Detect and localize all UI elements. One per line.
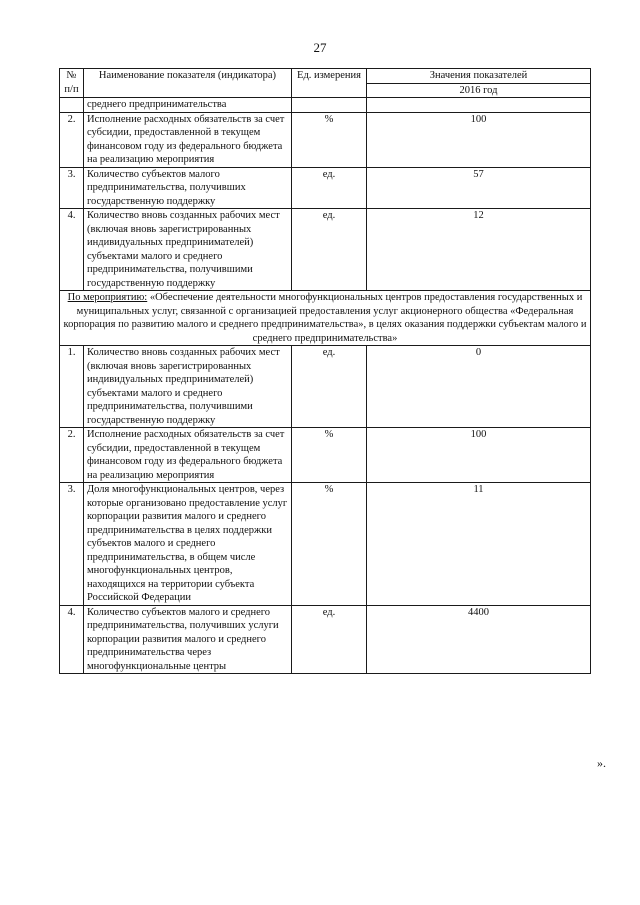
cell-value: 57 xyxy=(367,167,591,209)
cell-value: 0 xyxy=(367,346,591,428)
cell-unit: ед. xyxy=(292,167,367,209)
cell-name: Исполнение расходных обязательств за счет субсидии, предоставленной в текущем финансовом году из федерального бюджета на реализацию мероприятия xyxy=(84,112,292,167)
block2-rows xyxy=(60,346,591,674)
table-row xyxy=(60,167,591,209)
cell-unit: ед. xyxy=(292,605,367,674)
table-header-row xyxy=(60,69,591,84)
cell-value: 12 xyxy=(367,209,591,291)
closing-quote: ». xyxy=(597,756,606,770)
cell-name: Количество субъектов малого предпринимательства, получивших государственную поддержку xyxy=(84,167,292,209)
indicators-table xyxy=(59,68,591,674)
cell-num: 1. xyxy=(60,346,84,428)
cell-value: 100 xyxy=(367,428,591,483)
cell-name: Доля многофункциональных центров, через которые организовано предоставление услуг корпорации развития малого и среднего предпринимательства в целях поддержки субъектов малого и среднего предпринимательства, в общем числе многофункциональных центров, находящихся на территории субъекта Российской Федерации xyxy=(84,483,292,606)
section-text: «Обеспечение деятельности многофункциональных центров предоставления государственных и муниципальных услуг, связанной с организацией предоставления услуг акционерного общества «Федеральная корпорация по развитию малого и среднего предпринимательства», в целях оказания поддержки субъектам малого и среднего предпринимательства» xyxy=(63,292,587,344)
cell-unit: % xyxy=(292,428,367,483)
cell-value: 100 xyxy=(367,112,591,167)
section-title xyxy=(60,291,591,346)
header-unit: Ед. измерения xyxy=(292,69,367,98)
cell-unit xyxy=(292,98,367,113)
cell-value xyxy=(367,98,591,113)
page-number: 27 xyxy=(313,40,327,55)
cell-name: среднего предпринимательства xyxy=(84,98,292,113)
cell-name: Количество субъектов малого и среднего предпринимательства, получивших услуги корпорации развития малого и среднего предпринимательства через многофункциональные центры xyxy=(84,605,292,674)
header-year: 2016 год xyxy=(367,83,591,98)
block1-rows xyxy=(60,112,591,291)
cell-unit: ед. xyxy=(292,209,367,291)
section-row xyxy=(60,291,591,346)
table-row xyxy=(60,428,591,483)
cell-name: Исполнение расходных обязательств за счет субсидии, предоставленной в текущем финансовом году из федерального бюджета на реализацию мероприятия xyxy=(84,428,292,483)
table-row xyxy=(60,346,591,428)
cell-value: 4400 xyxy=(367,605,591,674)
table-row xyxy=(60,483,591,606)
cell-num: 4. xyxy=(60,605,84,674)
cell-num: 2. xyxy=(60,428,84,483)
cell-num: 4. xyxy=(60,209,84,291)
cell-name: Количество вновь созданных рабочих мест (включая вновь зарегистрированных индивидуальных предпринимателей) субъектами малого и среднего предпринимательства, получившими государственную поддержку xyxy=(84,346,292,428)
cell-num xyxy=(60,98,84,113)
table-row xyxy=(60,605,591,674)
cell-num: 3. xyxy=(60,483,84,606)
cell-unit: % xyxy=(292,112,367,167)
cell-unit: % xyxy=(292,483,367,606)
table-row xyxy=(60,112,591,167)
table-row-continuation xyxy=(60,98,591,113)
table-row xyxy=(60,209,591,291)
cell-name: Количество вновь созданных рабочих мест (включая вновь зарегистрированных индивидуальных предпринимателей) субъектами малого и среднего предпринимательства, получившими государственную поддержку xyxy=(84,209,292,291)
header-name: Наименование показателя (индикатора) xyxy=(84,69,292,98)
cell-value: 11 xyxy=(367,483,591,606)
section-label: По мероприятию: xyxy=(67,292,148,303)
cell-num: 3. xyxy=(60,167,84,209)
header-num: № п/п xyxy=(60,69,84,98)
cell-num: 2. xyxy=(60,112,84,167)
cell-unit: ед. xyxy=(292,346,367,428)
header-values-group: Значения показателей xyxy=(367,69,591,84)
